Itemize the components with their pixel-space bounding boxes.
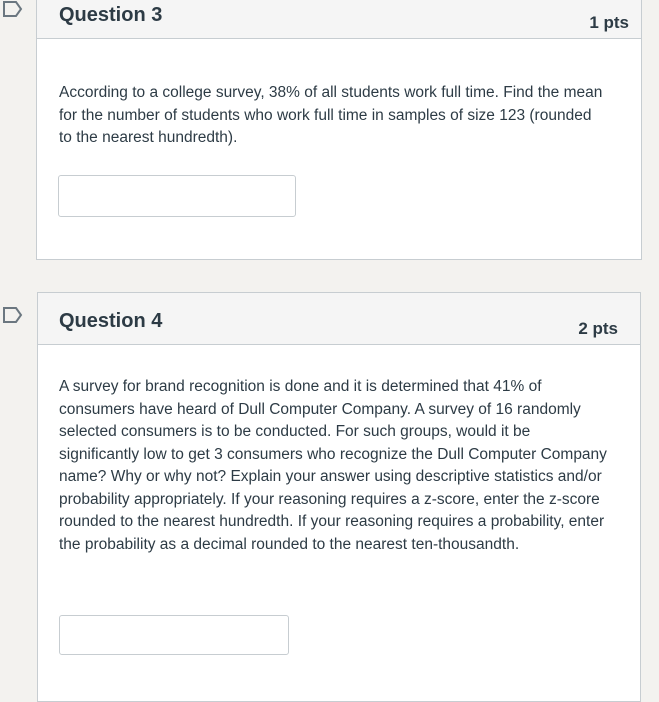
question-3-answer-input[interactable]: [58, 175, 296, 217]
question-4-header: [38, 293, 640, 345]
question-3-points: 1 pts: [589, 13, 629, 32]
question-4-card: [37, 292, 641, 702]
question-4-title: Question 4: [59, 310, 163, 332]
flag-question-icon[interactable]: [2, 0, 24, 18]
question-3-text: According to a college survey, 38% of all students work full time. Find the mean for the number of students who work full time in samples of size 123 (rounded to the nearest hundredth).: [59, 84, 603, 146]
question-4-answer-input[interactable]: [59, 615, 289, 655]
question-3-title: Question 3: [59, 4, 163, 26]
question-4-points: 2 pts: [578, 319, 618, 338]
flag-question-icon[interactable]: [2, 306, 24, 324]
question-4-text: A survey for brand recognition is done and it is determined that 41% of consumers have heard of Dull Computer Company. A survey of 16 randomly selected consumers is to be conducted. For such groups, would it be significantly low to get 3 consumers who recognize the Dull Computer Company name? Why or why not? Explain your answer using descriptive statistics and/or probability appropriately. If your reasoning requires a z-score, enter the z-score rounded to the nearest hundredth. If your reasoning requires a probability, enter the probability as a decimal rounded to the nearest ten-thousandth.: [59, 378, 607, 553]
question-3-header: [37, 0, 641, 39]
question-3-card: [36, 0, 642, 260]
